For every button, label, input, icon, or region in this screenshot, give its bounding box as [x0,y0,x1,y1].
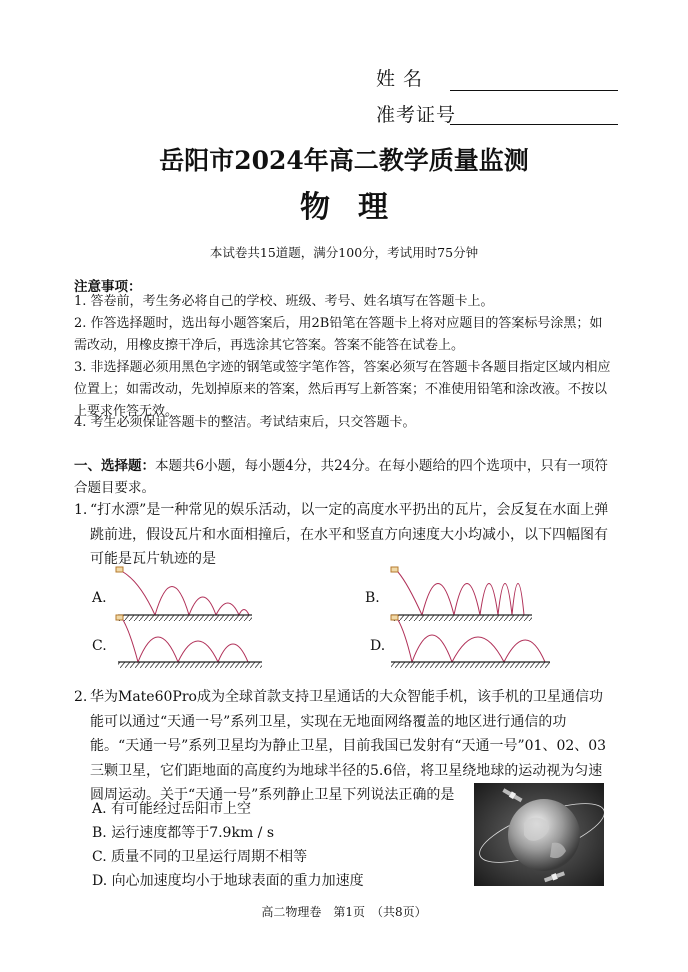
notice-heading: 注意事项： [74,279,142,295]
option-text: 质量不同的卫星运行周期不相等 [111,849,308,865]
exam-info: 本试卷共15道题，满分100分，考试用时75分钟 [209,245,479,260]
diagram-d [391,615,550,668]
trajectory-curve [398,572,524,615]
satellite-earth-image [474,783,604,886]
notice-item: 1. 答卷前，考生务必将自己的学校、班级、考号、姓名填写在答题卡上。 [74,294,494,309]
notice-item: 3. 非选择题必须用黑色字迹的钢笔或签字笔作答，答案必须写在答题卡各题目指定区域内相应位置上；如需改动，先划掉原来的答案，然后再写上新答案；不准使用铅笔和涂改液。不按以上要求作答无效。 [74,360,611,419]
option-text: 运行速度都等于7.9km / s [111,825,275,841]
diagram-a [116,567,252,621]
exam-title: 岳阳市2024年高二教学质量监测 [159,146,529,175]
question-number: 2. [74,689,88,705]
exam-id-label: 准考证号 [376,104,457,126]
exam-id-field[interactable] [450,124,618,125]
option-label: A. [92,801,107,817]
notice-item: 2. 作答选择题时，选出每小题答案后，用2B铅笔在答题卡上将对应题目的答案标号涂黑；如需改动，用橡皮擦干净后，再选涂其它答案。答案不能答在试卷上。 [74,316,603,353]
stone-icon [391,567,398,572]
question-number: 1. [74,502,88,518]
ground-hatch [391,615,532,621]
trajectory-curve [123,572,249,615]
section-description: 本题共6小题，每小题4分，共24分。在每小题给的四个选项中，只有一项符合题目要求。 [74,458,608,496]
section-heading [74,455,614,499]
notice-item: 4. 考生必须保证答题卡的整洁。考试结束后，只交答题卡。 [74,415,416,430]
option-text: 向心加速度均小于地球表面的重力加速度 [111,873,364,889]
diagram-c [116,615,262,668]
name-label: 姓 名 [376,68,424,90]
option-b-label: B. [365,590,380,606]
subject-title: 物理 [300,190,416,225]
trajectory-curve [398,620,545,662]
trajectory-diagrams [0,560,688,672]
option-b [92,822,274,842]
option-c [92,846,307,866]
stone-icon [116,567,123,572]
ground-hatch [118,662,262,668]
option-c-label: C. [92,638,107,654]
question-stem: “打水漂”是一种常见的娱乐活动，以一定的高度水平扔出的瓦片，会反复在水面上弹跳前进，假设瓦片和水面相撞后，在水平和竖直方向速度大小均减小，以下四幅图有可能是瓦片轨迹的是 [90,502,609,567]
option-a-label: A. [92,590,107,606]
page-footer: 高二物理卷 第1页 （共8页） [261,905,427,919]
question-stem: 华为Mate60Pro成为全球首款支持卫星通话的大众智能手机，该手机的卫星通信功能可以通过“天通一号”系列卫星，实现在无地面网络覆盖的地区进行通信的功能。“天通一号”系列卫星均为静止卫星，目前我国已发射有“天通一号”01、02、03三颗卫星，它们距地面的高度约为地球半径的5.6倍，将卫星绕地球的运动视为匀速圆周运动。关于“天通一号”系列静止卫星下列说法正确的是 [90,689,607,803]
trajectory-curve [123,620,248,662]
diagram-b [391,567,532,621]
option-a [92,798,251,818]
option-text: 有可能经过岳阳市上空 [111,801,252,817]
name-field[interactable] [450,90,618,91]
option-label: C. [92,849,107,865]
section-title: 一、选择题： [74,458,155,474]
option-label: B. [92,825,107,841]
option-d-label: D. [370,638,386,654]
ground-hatch [118,615,252,621]
option-d [92,870,364,890]
option-label: D. [92,873,108,889]
stone-icon [116,615,123,620]
stone-icon [391,615,398,620]
ground-hatch [391,662,550,668]
